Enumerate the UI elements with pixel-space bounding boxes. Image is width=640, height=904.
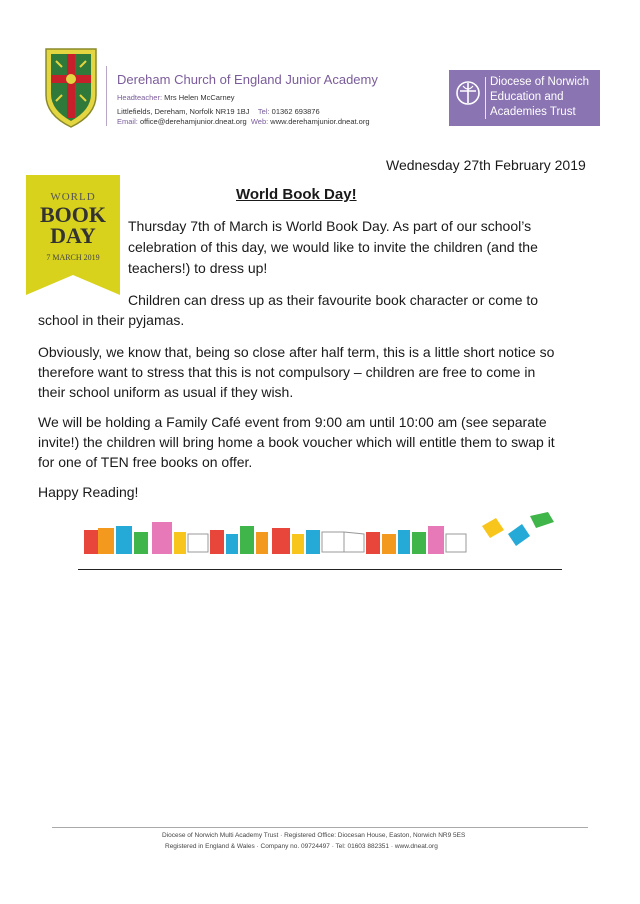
paragraph-3-line-1: Obviously, we know that, being so close after half term, this is a little short notice so <box>38 344 555 360</box>
paragraph-1-line-1: Thursday 7th of March is World Book Day. As part of our school’s <box>128 218 532 234</box>
world-book-day-badge <box>26 175 120 295</box>
paragraph-3-line-2: therefore want to stress that this is not compulsory – children are free to come in <box>38 364 536 380</box>
badge-line-3: DAY <box>50 223 96 248</box>
paragraph-4-line-2: invite!) the children will bring home a book voucher which will entitle them to swap it <box>38 434 555 450</box>
address-line <box>117 107 320 116</box>
diocese-separator <box>485 77 486 119</box>
horizontal-rule <box>78 569 562 570</box>
diocese-line-2: Education and <box>490 91 564 103</box>
diocese-cross-icon <box>455 80 481 106</box>
footer-line-2: Registered in England & Wales · Company no. 09724497 · Tel: 01603 882351 · www.dneat.org <box>165 843 438 850</box>
letter-title: World Book Day! <box>236 186 357 203</box>
paragraph-1-line-3: teachers!) to dress up! <box>128 260 268 276</box>
paragraph-2-line-1: Children can dress up as their favourite book character or come to <box>128 292 539 308</box>
letter-date: Wednesday 27th February 2019 <box>386 157 586 173</box>
diocese-logo <box>449 70 600 126</box>
headteacher-label: Headteacher: <box>117 93 163 102</box>
school-web[interactable]: www.derehamjunior.dneat.org <box>270 117 370 126</box>
school-email[interactable]: office@derehamjunior.dneat.org <box>139 117 247 126</box>
badge-date: 7 MARCH 2019 <box>46 253 100 262</box>
school-tel: 01362 693876 <box>271 107 320 116</box>
paragraph-4-line-3: for one of TEN free books on offer. <box>38 454 253 470</box>
footer-line-1: Diocese of Norwich Multi Academy Trust · Registered Office: Diocesan House, Easton, Norwich NR9 5ES <box>162 832 466 839</box>
headteacher-name: Mrs Helen McCarney <box>164 93 235 102</box>
contact-line <box>117 117 370 126</box>
footer-divider <box>52 827 588 828</box>
paragraph-1-line-2: celebration of this day, we would like to invite the children (and the <box>128 239 538 255</box>
school-name: Dereham Church of England Junior Academy <box>117 72 378 87</box>
paragraph-2-line-2: school in their pyjamas. <box>38 312 185 328</box>
header-divider <box>106 66 107 126</box>
books-illustration <box>82 508 562 560</box>
school-crest-logo <box>42 45 100 129</box>
headteacher-line <box>117 93 235 102</box>
tel-label: Tel: <box>257 107 270 116</box>
badge-line-2: BOOK <box>39 202 106 227</box>
diocese-line-1: Diocese of Norwich <box>490 76 590 88</box>
closing-line: Happy Reading! <box>38 484 139 500</box>
email-label: Email: <box>117 117 138 126</box>
web-label: Web: <box>250 117 269 126</box>
paragraph-3-line-3: their school uniform as usual if they wish. <box>38 384 294 400</box>
school-address: Littlefields, Dereham, Norfolk NR19 1BJ <box>117 107 250 116</box>
badge-line-1: WORLD <box>50 191 96 203</box>
diocese-line-3: Academies Trust <box>490 106 576 118</box>
paragraph-4-line-1: We will be holding a Family Café event from 9:00 am until 10:00 am (see separate <box>38 414 547 430</box>
